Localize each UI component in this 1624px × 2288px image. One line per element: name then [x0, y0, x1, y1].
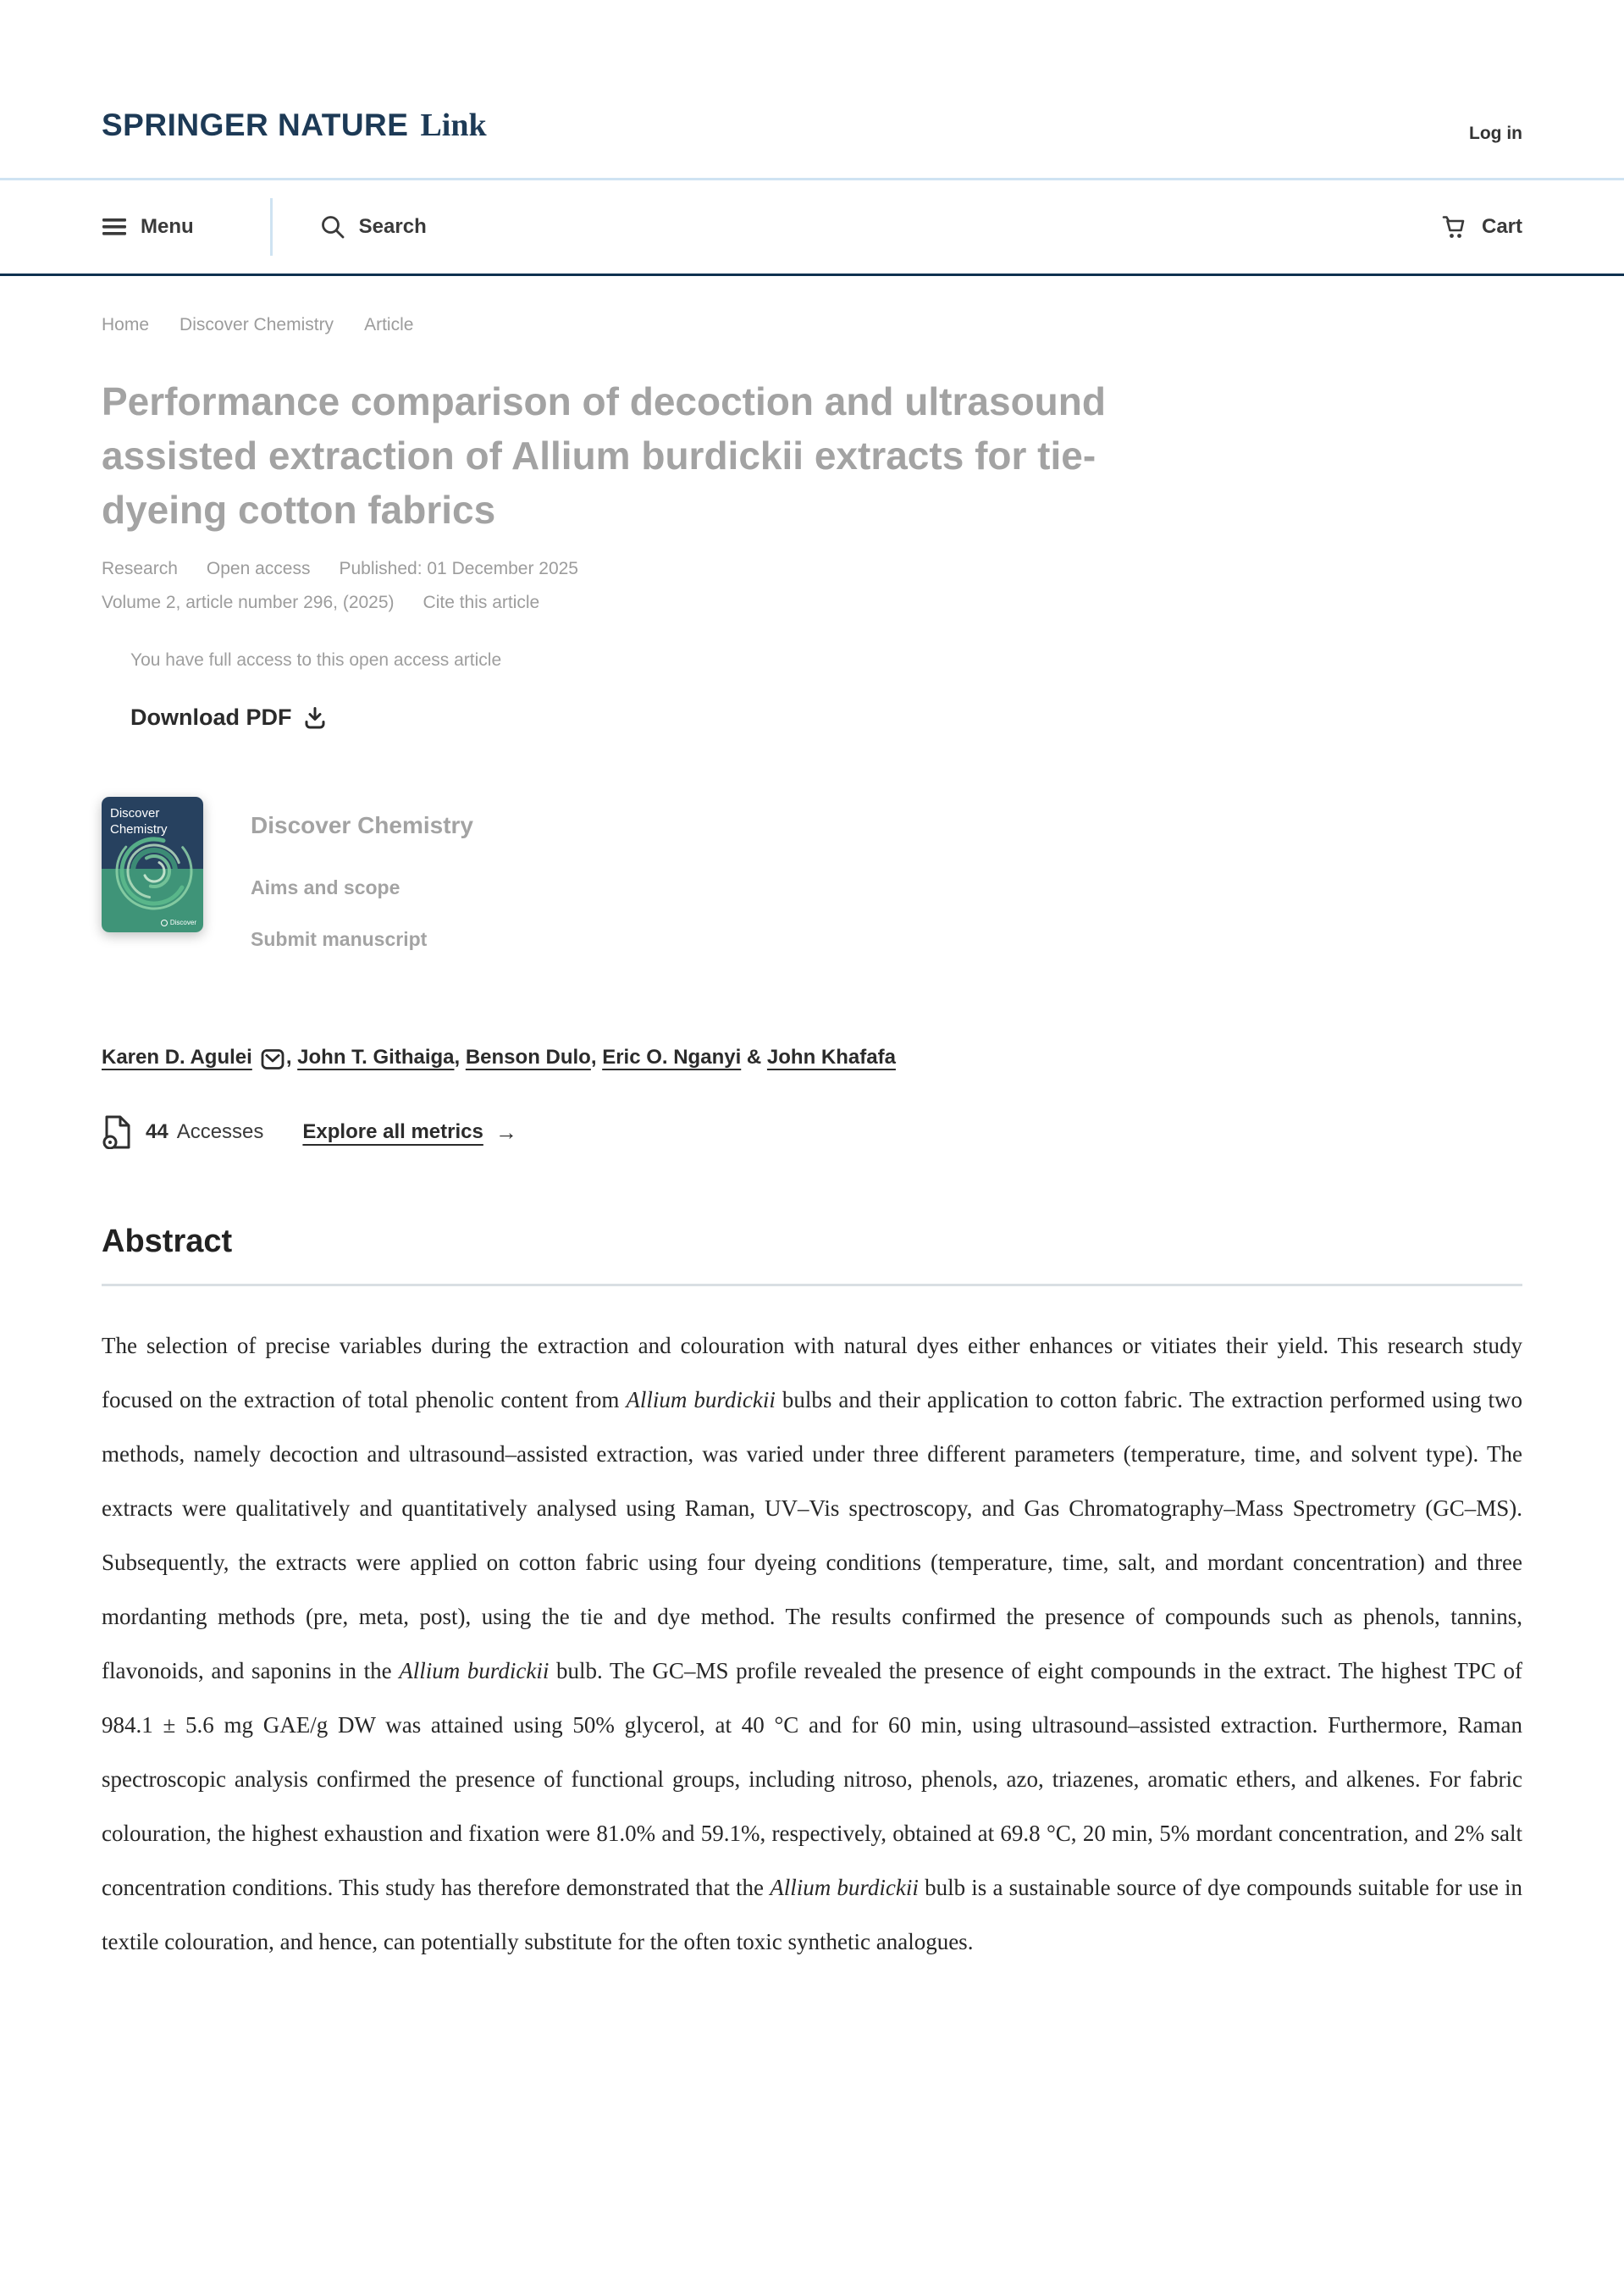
abstract-divider — [102, 1284, 1522, 1286]
nav-divider — [270, 198, 273, 256]
abstract-text: The selection of precise variables during the extraction and colouration with natural dyes either enhances or vitiates their yield. This research study focused on the extraction of total phenolic content from Allium burdickii bulbs and their application to cotton fabric. The extraction performed using two methods, namely decoction and ultrasound–assisted extraction, was varied under three different parameters (temperature, time, and solvent type). The extracts were qualitatively and quantitatively analysed using Raman, UV–Vis spectroscopy, and Gas Chromatography–Mass Spectrometry (GC–MS). Subsequently, the extracts were applied on cotton fabric using four dyeing conditions (temperature, time, salt, and mordant concentration) and three mordanting methods (pre, meta, post), using the tie and dye method. The results confirmed the presence of compounds such as phenols, tannins, flavonoids, and saponins in the Allium burdickii bulb. The GC–MS profile revealed the presence of eight compounds in the extract. The highest TPC of 984.1 ± 5.6 mg GAE/g DW was attained using 50% glycerol, at 40 °C and for 60 min, using ultrasound–assisted extraction. Furthermore, Raman spectroscopic analysis confirmed the presence of functional groups, including nitroso, phenols, azo, triazenes, aromatic ethers, and alkenes. For fabric colouration, the highest exhaustion and fixation were 81.0% and 59.1%, respectively, obtained at 69.8 °C, 20 min, 5% mordant concentration, and 2% salt concentration conditions. This study has therefore demonstrated that the Allium burdickii bulb is a sustainable source of dye compounds suitable for use in textile colouration, and hence, can potentially substitute for the often toxic synthetic analogues. — [102, 1333, 1523, 1954]
author-link-3[interactable]: Benson Dulo — [465, 1046, 591, 1069]
logo-springer-nature-text: SPRINGER NATURE — [102, 108, 409, 142]
cart-button-label: Cart — [1481, 215, 1522, 238]
journal-cover-title: Discover Chemistry — [110, 806, 168, 837]
authors-line — [102, 1046, 1522, 1069]
breadcrumb-journal[interactable]: Discover Chemistry — [180, 315, 334, 334]
journal-info — [251, 797, 473, 951]
author-ampersand-separator: & — [741, 1046, 767, 1069]
article-volume-row — [102, 593, 1522, 613]
discover-brand-dot-icon — [161, 920, 168, 926]
metrics-row — [102, 1115, 1522, 1149]
article-title — [102, 374, 1522, 537]
article-title-line-2: assisted extraction of Allium burdickii extracts for tie- — [102, 434, 1096, 478]
full-access-note: You have full access to this open access article — [130, 650, 502, 670]
main-nav-bar — [0, 180, 1624, 274]
author-link-4[interactable]: Eric O. Nganyi — [602, 1046, 742, 1069]
accesses-label: Accesses — [176, 1120, 264, 1143]
breadcrumb — [102, 315, 1522, 335]
accesses-count: 44 — [146, 1120, 168, 1143]
author-link-1[interactable]: Karen D. Agulei — [102, 1046, 252, 1069]
journal-name-link[interactable]: Discover Chemistry — [251, 812, 474, 838]
author-link-2[interactable]: John T. Githaiga — [297, 1046, 455, 1069]
right-arrow-icon: → — [494, 1119, 517, 1145]
volume-info: Volume 2, article number 296, (2025) — [102, 593, 395, 612]
cart-button[interactable] — [1441, 214, 1522, 240]
download-pdf-button[interactable] — [130, 705, 326, 731]
search-button[interactable] — [320, 214, 427, 240]
breadcrumb-home[interactable]: Home — [102, 315, 150, 334]
cite-this-article-link[interactable]: Cite this article — [423, 593, 540, 612]
journal-card — [102, 797, 1522, 951]
article-title-line-1: Performance comparison of decoction and ultrasound — [102, 379, 1106, 423]
download-icon — [304, 706, 326, 730]
download-pdf-label: Download PDF — [130, 705, 292, 730]
search-button-label: Search — [358, 215, 427, 238]
author-separator: , — [285, 1046, 298, 1069]
hamburger-menu-icon — [102, 217, 127, 237]
article-type-label: Research — [102, 559, 178, 578]
author-separator: , — [590, 1046, 603, 1069]
published-date: Published: 01 December 2025 — [339, 559, 578, 578]
login-link[interactable]: Log in — [1469, 124, 1522, 143]
search-icon — [320, 214, 345, 240]
aims-and-scope-link[interactable]: Aims and scope — [251, 876, 400, 898]
logo-link-text: Link — [420, 108, 487, 143]
article-title-line-3: dyeing cotton fabrics — [102, 488, 496, 532]
menu-button-label: Menu — [141, 215, 194, 238]
open-access-label: Open access — [206, 559, 311, 578]
author-separator: , — [454, 1046, 466, 1069]
email-envelope-icon[interactable] — [261, 1048, 284, 1070]
accesses-metric-icon — [102, 1115, 132, 1149]
submit-manuscript-link[interactable]: Submit manuscript — [251, 928, 428, 950]
author-link-5[interactable]: John Khafafa — [766, 1046, 896, 1069]
abstract-heading: Abstract — [102, 1224, 233, 1259]
site-header — [0, 0, 1624, 178]
nav-bottom-border — [0, 274, 1624, 276]
springer-nature-link-logo[interactable] — [102, 107, 487, 144]
cart-icon — [1441, 214, 1468, 240]
menu-button[interactable] — [102, 215, 194, 239]
journal-cover-image[interactable] — [102, 797, 203, 932]
journal-cover-brand: Discover — [161, 919, 196, 926]
breadcrumb-article[interactable]: Article — [364, 315, 414, 334]
explore-all-metrics-link[interactable]: Explore all metrics — [302, 1120, 483, 1143]
article-meta-row — [102, 559, 1522, 579]
